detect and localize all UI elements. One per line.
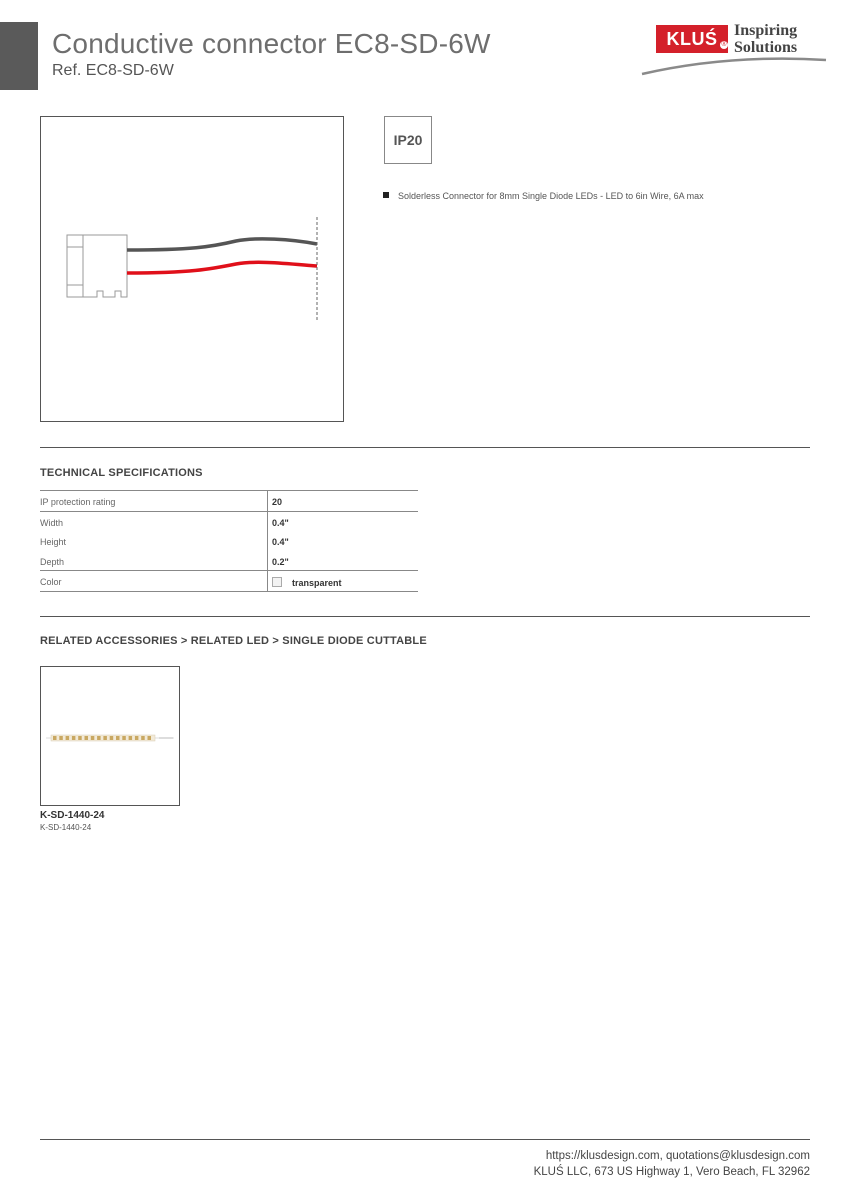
spec-value: 0.4" bbox=[272, 537, 289, 548]
logo-registered-mark: ® bbox=[721, 41, 727, 48]
led-chip bbox=[148, 736, 152, 740]
led-chip bbox=[72, 736, 76, 740]
spec-row bbox=[40, 571, 418, 592]
spec-value-color bbox=[272, 577, 342, 588]
spec-value: 20 bbox=[272, 497, 283, 507]
divider bbox=[40, 1139, 810, 1140]
black-wire bbox=[127, 239, 317, 250]
logo-tagline bbox=[734, 22, 797, 56]
logo-tagline-line-1: Inspiring bbox=[734, 22, 798, 39]
specs-section-title: TECHNICAL SPECIFICATIONS bbox=[40, 467, 203, 479]
spec-row bbox=[40, 490, 418, 512]
led-chip bbox=[78, 736, 82, 740]
led-chip bbox=[103, 736, 107, 740]
footer-contact: https://klusdesign.com, quotations@klusdesign.com bbox=[545, 1150, 810, 1162]
color-swatch bbox=[272, 577, 282, 587]
divider bbox=[40, 616, 810, 617]
specs-table bbox=[40, 490, 418, 592]
accessories-section-title: RELATED ACCESSORIES > RELATED LED > SINGLE DIODE CUTTABLE bbox=[40, 635, 427, 647]
red-wire bbox=[127, 262, 317, 273]
ip-rating-badge: IP20 bbox=[384, 116, 432, 164]
page-title: Conductive connector EC8-SD-6W bbox=[52, 28, 491, 59]
product-image bbox=[40, 116, 344, 422]
spec-label: Height bbox=[40, 537, 67, 548]
column-divider bbox=[267, 551, 268, 571]
led-chip bbox=[122, 736, 126, 740]
header-corner-tab bbox=[0, 22, 38, 90]
spec-row bbox=[40, 531, 418, 551]
led-chip bbox=[135, 736, 139, 740]
led-chip bbox=[97, 736, 101, 740]
led-chip bbox=[129, 736, 133, 740]
led-chip bbox=[59, 736, 63, 740]
feature-bullet bbox=[383, 191, 704, 201]
column-divider bbox=[267, 491, 268, 511]
footer-address: KLUŚ LLC, 673 US Highway 1, Vero Beach, FL 32962 bbox=[533, 1166, 810, 1178]
led-chip bbox=[66, 736, 70, 740]
spec-value: 0.2" bbox=[272, 556, 289, 567]
spec-row bbox=[40, 512, 418, 532]
led-chip bbox=[141, 736, 145, 740]
spec-label: IP protection rating bbox=[40, 497, 116, 507]
accessory-ref: K-SD-1440-24 bbox=[40, 823, 92, 832]
spec-label: Depth bbox=[40, 556, 65, 567]
divider bbox=[40, 447, 810, 448]
logo-tagline-line-2: Solutions bbox=[734, 39, 798, 56]
klus-logo[interactable] bbox=[640, 22, 830, 78]
led-chip bbox=[85, 736, 89, 740]
spec-label: Color bbox=[40, 577, 62, 588]
column-divider bbox=[267, 512, 268, 532]
spec-value: 0.4" bbox=[272, 517, 289, 528]
bullet-square-icon bbox=[383, 192, 389, 198]
led-chip bbox=[53, 736, 57, 740]
spec-row bbox=[40, 551, 418, 572]
logo-brand: KLUŚ bbox=[656, 25, 728, 53]
feature-description: Solderless Connector for 8mm Single Diode LEDs - LED to 6in Wire, 6A max bbox=[398, 191, 704, 201]
column-divider bbox=[267, 531, 268, 551]
accessory-card-image[interactable] bbox=[40, 666, 180, 806]
led-strip-thumbnail bbox=[41, 667, 179, 805]
logo-swoosh-icon bbox=[640, 52, 830, 76]
led-chip bbox=[110, 736, 114, 740]
led-chip bbox=[116, 736, 120, 740]
product-reference: Ref. EC8-SD-6W bbox=[52, 62, 174, 79]
accessory-name[interactable]: K-SD-1440-24 bbox=[40, 810, 105, 821]
color-value: transparent bbox=[292, 578, 342, 589]
led-chip bbox=[91, 736, 95, 740]
spec-label: Width bbox=[40, 517, 64, 528]
footer bbox=[534, 1148, 810, 1180]
connector-body bbox=[67, 235, 127, 297]
connector-drawing bbox=[41, 117, 343, 421]
column-divider bbox=[267, 571, 268, 591]
